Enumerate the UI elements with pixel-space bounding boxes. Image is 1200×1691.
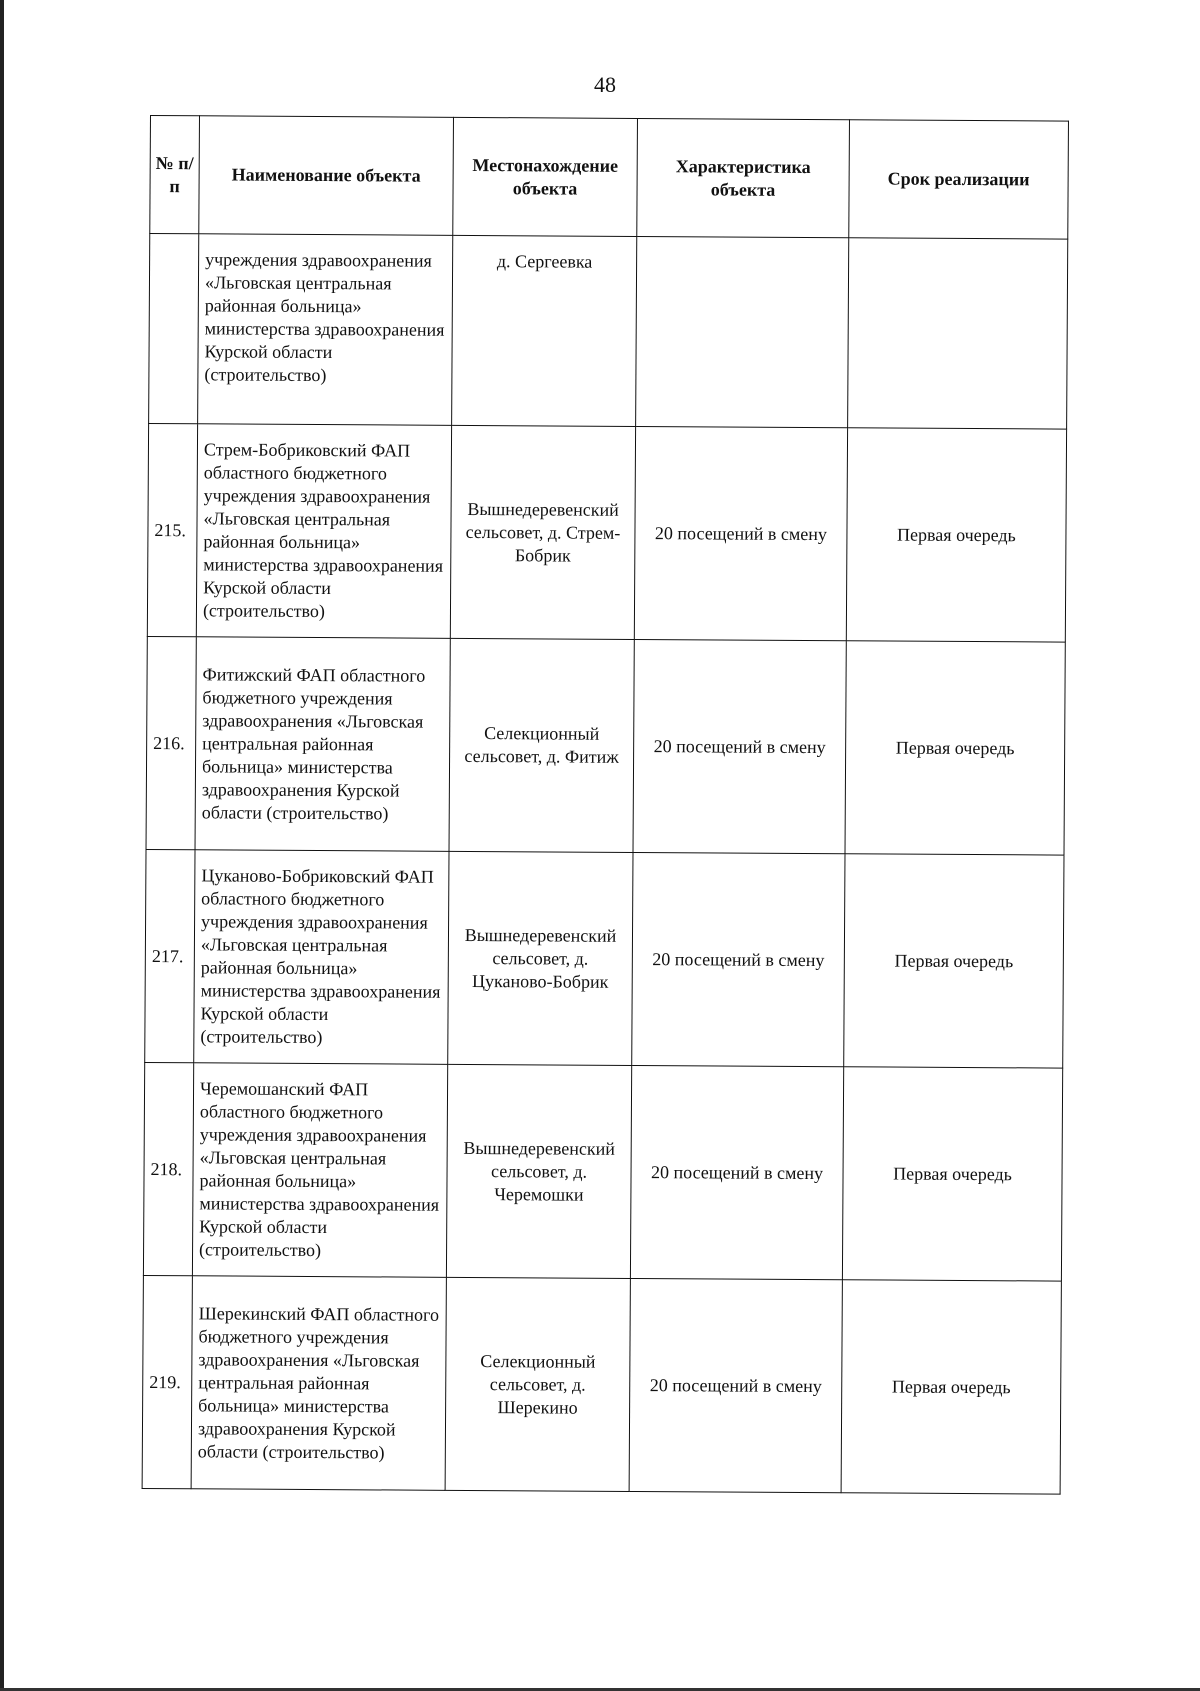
cell-characteristic: 20 посещений в смену	[634, 426, 847, 640]
table-row	[147, 423, 1066, 642]
cell-name: Цуканово-Бобриковский ФАП областного бюджетного учреждения здравоохранения «Льговская центральная районная больница» министерства здравоохранения Курской области (строительство)	[194, 850, 449, 1065]
cell-num: 217.	[145, 849, 195, 1062]
cell-characteristic	[636, 236, 849, 427]
cell-num	[149, 234, 199, 424]
header-location: Местонахождение объекта	[453, 117, 638, 236]
cell-location: д. Сергеевка	[452, 235, 637, 426]
scan-edge-left	[0, 0, 4, 1691]
cell-term: Первая очередь	[846, 428, 1066, 642]
cell-characteristic: 20 посещений в смену	[633, 639, 846, 853]
header-name: Наименование объекта	[199, 116, 454, 236]
cell-term: Первая очередь	[841, 1280, 1061, 1494]
header-num: № п/п	[150, 116, 200, 234]
cell-name: Шерекинский ФАП областного бюджетного учреждения здравоохранения «Льговская центральная районная больница» министерства здравоохранения Курской области (строительство)	[191, 1276, 446, 1491]
cell-name: Черемошанский ФАП областного бюджетного учреждения здравоохранения «Льговская центральная районная больница» министерства здравоохранения Курской области (строительство)	[192, 1063, 447, 1278]
cell-name: Фитижский ФАП областного бюджетного учреждения здравоохранения «Льговская центральная районная больница» министерства здравоохранения Курской области (строительство)	[195, 637, 450, 852]
cell-term	[848, 238, 1068, 429]
cell-term: Первая очередь	[845, 641, 1065, 855]
cell-term: Первая очередь	[844, 854, 1064, 1068]
objects-table	[142, 115, 1069, 1495]
table-row	[142, 1275, 1061, 1494]
table-row-continuation	[149, 234, 1068, 430]
cell-characteristic: 20 посещений в смену	[629, 1278, 842, 1492]
cell-location: Вышнедеревенский сельсовет, д. Стрем-Бобрик	[450, 425, 635, 639]
cell-characteristic: 20 посещений в смену	[632, 852, 845, 1066]
cell-location: Селекционный сельсовет, д. Шерекино	[445, 1277, 630, 1491]
cell-characteristic: 20 посещений в смену	[630, 1065, 843, 1279]
cell-location: Селекционный сельсовет, д. Фитиж	[449, 638, 634, 852]
table-row	[145, 849, 1064, 1068]
cell-num: 216.	[146, 636, 196, 849]
header-term: Срок реализации	[849, 120, 1069, 239]
cell-num: 219.	[142, 1275, 192, 1488]
cell-num: 215.	[147, 423, 197, 636]
table-row	[146, 636, 1065, 855]
header-characteristic: Характеристика объекта	[637, 118, 850, 237]
cell-name: Стрем-Бобриковский ФАП областного бюджетного учреждения здравоохранения «Льговская центральная районная больница» министерства здравоохранения Курской области (строительство)	[196, 424, 451, 639]
cell-location: Вышнедеревенский сельсовет, д. Цуканово-Бобрик	[448, 851, 633, 1065]
cell-location: Вышнедеревенский сельсовет, д. Черемошки	[446, 1064, 631, 1278]
page-number: 48	[594, 72, 616, 97]
cell-name: учреждения здравоохранения «Льговская центральная районная больница» министерства здравоохранения Курской области (строительство)	[198, 234, 453, 426]
cell-num: 218.	[143, 1062, 193, 1275]
table-header-row	[150, 116, 1069, 240]
table-row	[143, 1062, 1062, 1281]
cell-term: Первая очередь	[842, 1067, 1062, 1281]
